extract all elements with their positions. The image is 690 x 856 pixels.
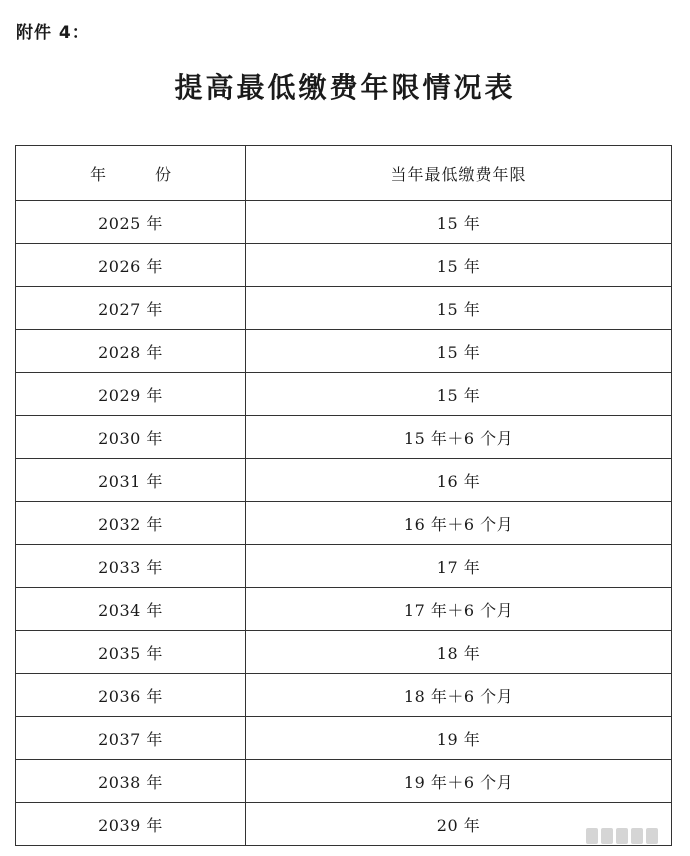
header-year-label: 年 份 [89, 164, 194, 184]
cell-min-years: 15 年 [246, 201, 672, 244]
header-year [16, 146, 246, 201]
cell-year: 2036 年 [16, 674, 246, 717]
table-row [16, 803, 672, 846]
cell-min-years: 19 年 [246, 717, 672, 760]
table-row [16, 502, 672, 545]
table-row [16, 373, 672, 416]
cell-min-years: 17 年＋6 个月 [246, 588, 672, 631]
table-row [16, 631, 672, 674]
table-body [16, 201, 672, 846]
cell-min-years: 15 年 [246, 287, 672, 330]
cell-min-years: 17 年 [246, 545, 672, 588]
table-header-row [16, 146, 672, 201]
cell-year: 2031 年 [16, 459, 246, 502]
cell-year: 2034 年 [16, 588, 246, 631]
page-title: 提高最低缴费年限情况表 [174, 71, 516, 104]
table-row [16, 287, 672, 330]
table-row [16, 459, 672, 502]
cell-year: 2026 年 [16, 244, 246, 287]
watermark-block [631, 828, 643, 844]
attachment-label: 附件 4： [16, 23, 90, 43]
watermark-block [586, 828, 598, 844]
watermark-block [616, 828, 628, 844]
cell-year: 2029 年 [16, 373, 246, 416]
cell-year: 2025 年 [16, 201, 246, 244]
cell-min-years: 16 年 [246, 459, 672, 502]
table-row [16, 330, 672, 373]
watermark-block [601, 828, 613, 844]
cell-min-years: 15 年 [246, 244, 672, 287]
cell-min-years: 15 年 [246, 373, 672, 416]
table-row [16, 201, 672, 244]
cell-year: 2028 年 [16, 330, 246, 373]
cell-min-years: 16 年＋6 个月 [246, 502, 672, 545]
cell-min-years: 18 年＋6 个月 [246, 674, 672, 717]
min-contribution-years-table [15, 145, 672, 846]
table-row [16, 244, 672, 287]
cell-year: 2039 年 [16, 803, 246, 846]
cell-min-years: 18 年 [246, 631, 672, 674]
cell-year: 2037 年 [16, 717, 246, 760]
table-row [16, 674, 672, 717]
cell-year: 2032 年 [16, 502, 246, 545]
cell-year: 2033 年 [16, 545, 246, 588]
table-row [16, 416, 672, 459]
cell-year: 2035 年 [16, 631, 246, 674]
table-row [16, 588, 672, 631]
table-row [16, 545, 672, 588]
table-row [16, 760, 672, 803]
watermark-block [646, 828, 658, 844]
header-min-years: 当年最低缴费年限 [246, 146, 672, 201]
cell-year: 2027 年 [16, 287, 246, 330]
cell-min-years: 15 年＋6 个月 [246, 416, 672, 459]
cell-min-years: 19 年＋6 个月 [246, 760, 672, 803]
watermark-logo [586, 828, 676, 848]
cell-year: 2038 年 [16, 760, 246, 803]
cell-year: 2030 年 [16, 416, 246, 459]
table-row [16, 717, 672, 760]
cell-min-years: 20 年 [246, 803, 672, 846]
cell-min-years: 15 年 [246, 330, 672, 373]
